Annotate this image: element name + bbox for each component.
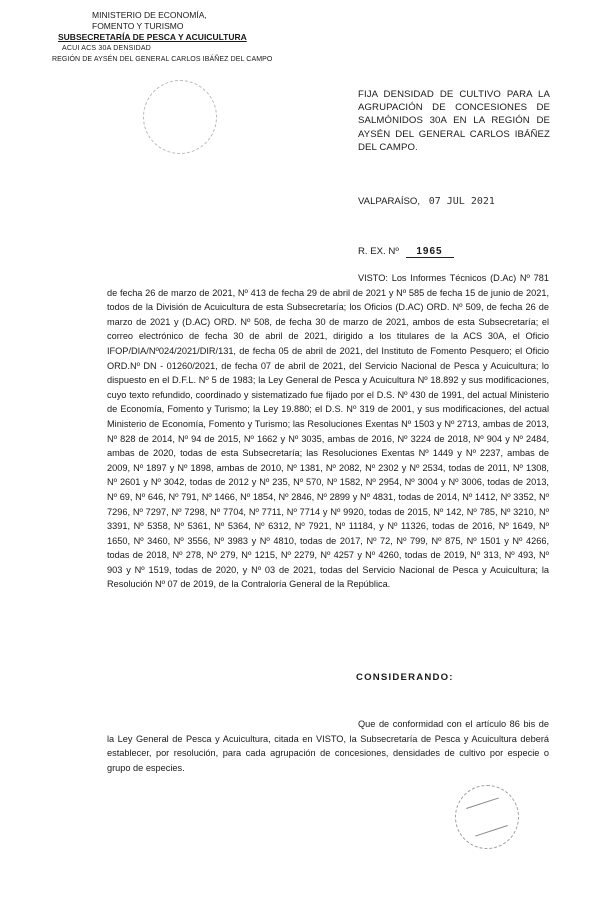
letterhead <box>52 10 272 65</box>
date-stamp: 07 JUL 2021 <box>428 196 495 207</box>
rex-label: R. EX. Nº <box>358 246 399 257</box>
ministry-line-1: MINISTERIO DE ECONOMÍA, <box>92 10 207 20</box>
considerando-paragraph-1: Que de conformidad con el artículo 86 bis de la Ley General de Pesca y Acuicultura, citada en VISTO, la Subsecretaría de Pesca y Acuicultura deberá establecer, por resolución, para cada agrupación de concesiones, densidades de cultivo por especie o grupo de especies. <box>107 719 549 773</box>
subsecretaria-name: SUBSECRETARÍA DE PESCA Y ACUICULTURA <box>58 32 247 42</box>
considerando-heading: CONSIDERANDO: <box>356 672 454 683</box>
region-line: REGIÓN DE AYSÉN DEL GENERAL CARLOS IBÁÑEZ DEL CAMPO <box>52 56 273 63</box>
signature-scribble <box>466 797 508 836</box>
ministry-line-2: FOMENTO Y TURISMO <box>92 21 184 31</box>
resolution-number <box>358 246 454 258</box>
faded-seal-stamp <box>143 80 217 154</box>
signature-seal-stamp <box>455 785 519 849</box>
rex-number: 1965 <box>406 246 454 258</box>
reference-line: ACUI ACS 30A DENSIDAD <box>62 45 152 52</box>
resolution-title: FIJA DENSIDAD DE CULTIVO PARA LA AGRUPACIÓN DE CONCESIONES DE SALMÓNIDOS 30A EN LA REGIÓN DE AYSÉN DEL GENERAL CARLOS IBÁÑEZ DEL CAMPO. <box>358 89 550 153</box>
place-and-date <box>358 196 495 207</box>
visto-paragraph: VISTO: Los Informes Técnicos (D.Ac) Nº 781 de fecha 26 de marzo de 2021, Nº 413 de fecha 29 de abril de 2021 y Nº 585 de fecha 15 de junio de 2021, todos de la División de Acuicultura de esta Subsecretaría; los Oficios (D.AC) ORD. Nº 509, de fecha 26 de marzo de 2021 y (D.AC) ORD. Nº 508, de fecha 30 de marzo de 2021, ambos de esta Subsecretaría; el correo electrónico de fecha 30 de abril de 2021, dirigido a los titulares de la ACS 30A, el Oficio IFOP/DIA/Nº024/2021/DIR/131, de fecha 05 de abril de 2021, del Instituto de Fomento Pesquero; el Oficio ORD.Nº DN - 01260/2021, de fecha 07 de abril de 2021, del Servicio Nacional de Pesca y Acuicultura; lo dispuesto en el D.F.L. Nº 5 de 1983; la Ley General de Pesca y Acuicultura Nº 18.892 y sus modificaciones, cuyo texto refundido, coordinado y sistematizado fue fijado por el D.S. Nº 430 de 1991, del actual Ministerio de Economía, Fomento y Turismo; la Ley 19.880; el D.S. Nº 319 de 2001, y sus modificaciones, del actual Ministerio de Economía, Fomento y Turismo; las Resoluciones Exentas Nº 1503 y Nº 2713, ambas de 2013, Nº 828 de 2014, Nº 94 de 2015, Nº 1662 y Nº 3035, ambas de 2016, Nº 3224 de 2018, Nº 904 y Nº 2484, ambas de 2020, todas de esta Subsecretaría; las Resoluciones Exentas Nº 1449 y Nº 2237, ambas de 2009, Nº 1897 y Nº 1898, ambas de 2010, Nº 1381, Nº 2082, Nº 2302 y Nº 2534, todas de 2011, Nº 1308, Nº 2601 y Nº 3042, todas de 2012 y Nº 235, Nº 570, Nº 1582, Nº 2954, Nº 3004 y Nº 3006, todas de 2013, Nº 69, Nº 646, Nº 791, Nº 1466, Nº 1854, Nº 2846, Nº 2899 y Nº 4831, todas de 2014, Nº 1412, Nº 3352, Nº 7296, Nº 7297, Nº 7298, Nº 7704, Nº 7711, Nº 7714 y Nº 9920, todas de 2015, Nº 142, Nº 785, Nº 3210, Nº 3391, Nº 5358, Nº 5361, Nº 5364, Nº 6312, Nº 7921, Nº 11184, y Nº 11326, todas de 2016, Nº 1649, Nº 1650, Nº 3460, Nº 3556, Nº 3983 y Nº 4810, todas de 2017, Nº 72, Nº 799, Nº 875, Nº 1501 y Nº 4266, todas de 2018, Nº 278, Nº 279, Nº 1215, Nº 2279, Nº 4257 y Nº 4260, todas de 2019, Nº 313, Nº 493, Nº 903 y Nº 1519, todas de 2020, y Nº 03 de 2021, todas del Servicio Nacional de Pesca y Acuicultura; la Resolución Nº 07 de 2019, de la Contraloría General de la República. <box>107 273 549 590</box>
place: VALPARAÍSO, <box>358 196 421 207</box>
